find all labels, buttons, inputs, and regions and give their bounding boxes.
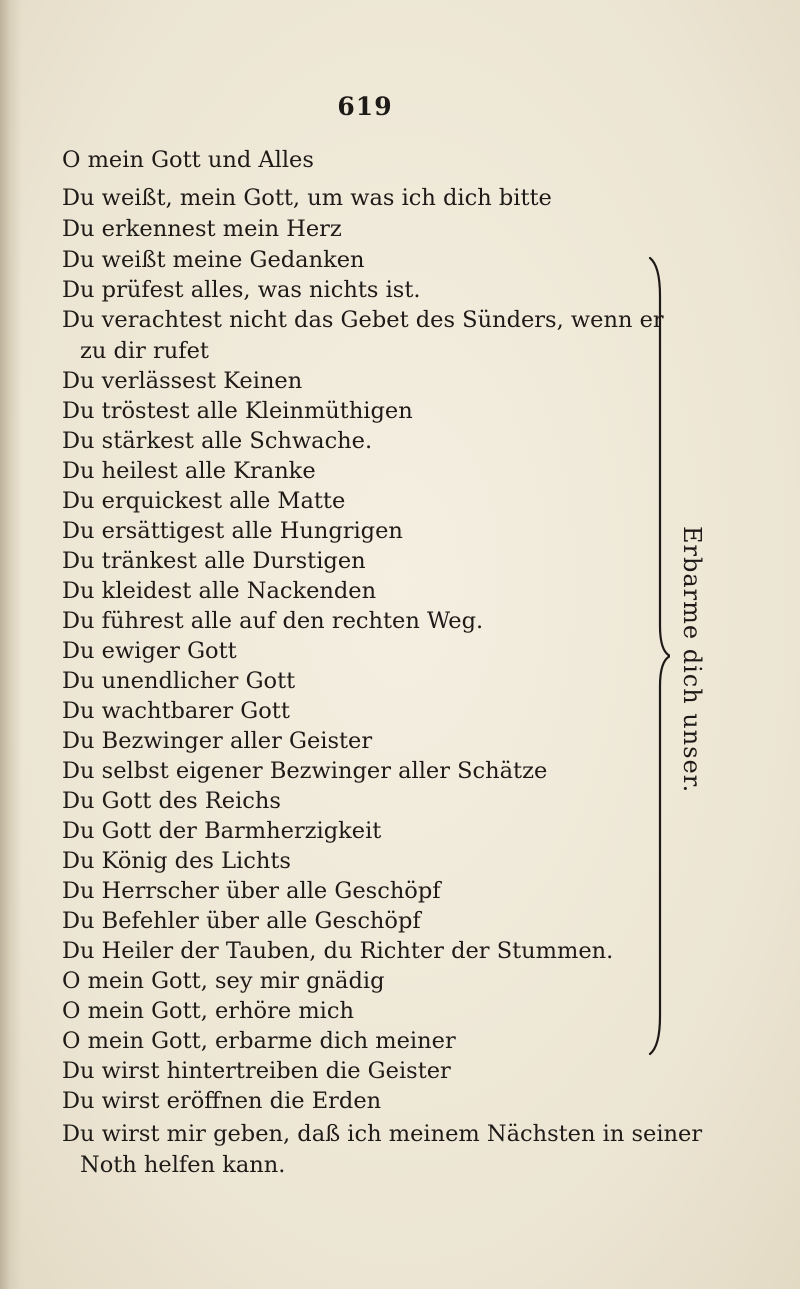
text-line: Du tränkest alle Durstigen <box>62 548 366 574</box>
text-line: O mein Gott und Alles <box>62 147 314 173</box>
text-line: Du Herrscher über alle Geschöpf <box>62 878 441 904</box>
text-line: Du erquickest alle Matte <box>62 488 346 514</box>
text-line: Du wachtbarer Gott <box>62 698 290 724</box>
text-line: Du Gott der Barmherzigkeit <box>62 818 382 844</box>
text-line: Du tröstest alle Kleinmüthigen <box>62 398 413 424</box>
text-line: Du wirst eröffnen die Erden <box>62 1088 382 1114</box>
side-note <box>670 526 714 794</box>
text-line: Du wirst mir geben, daß ich meinem Nächsten in seiner <box>62 1121 703 1147</box>
text-line: Du kleidest alle Nackenden <box>62 578 377 604</box>
text-line: Du selbst eigener Bezwinger aller Schätze <box>62 758 548 784</box>
text-line: Du heilest alle Kranke <box>62 458 316 484</box>
text-line-continuation: zu dir rufet <box>80 338 209 364</box>
text-line: Du erkennest mein Herz <box>62 216 342 242</box>
text-line: Du Heiler der Tauben, du Richter der Stummen. <box>62 938 614 964</box>
text-line: Du verlässest Keinen <box>62 368 303 394</box>
right-brace <box>640 256 670 1056</box>
text-line: Du prüfest alles, was nichts ist. <box>62 277 421 303</box>
text-line: Du Befehler über alle Geschöpf <box>62 908 421 934</box>
text-line: Du ewiger Gott <box>62 638 237 664</box>
text-line: Du Gott des Reichs <box>62 788 281 814</box>
text-line: Du wirst hintertreiben die Geister <box>62 1058 451 1084</box>
text-line: Du verachtest nicht das Gebet des Sünders, wenn er <box>62 307 664 333</box>
text-line: Du König des Lichts <box>62 848 291 874</box>
text-line: O mein Gott, erbarme dich meiner <box>62 1028 456 1054</box>
text-line-continuation: Noth helfen kann. <box>80 1152 286 1178</box>
text-line: Du Bezwinger aller Geister <box>62 728 373 754</box>
text-line: Du führest alle auf den rechten Weg. <box>62 608 484 634</box>
text-line: O mein Gott, erhöre mich <box>62 998 354 1024</box>
text-line: Du unendlicher Gott <box>62 668 296 694</box>
text-line: Du weißt, mein Gott, um was ich dich bitte <box>62 185 552 211</box>
spine-shadow <box>0 0 22 1289</box>
text-line: Du weißt meine Gedanken <box>62 247 365 273</box>
page-number: 619 <box>337 92 393 121</box>
text-line: O mein Gott, sey mir gnädig <box>62 968 385 994</box>
text-line: Du stärkest alle Schwache. <box>62 428 373 454</box>
text-line: Du ersättigest alle Hungrigen <box>62 518 403 544</box>
side-note-text: Erbarme dich unser. <box>678 526 706 794</box>
